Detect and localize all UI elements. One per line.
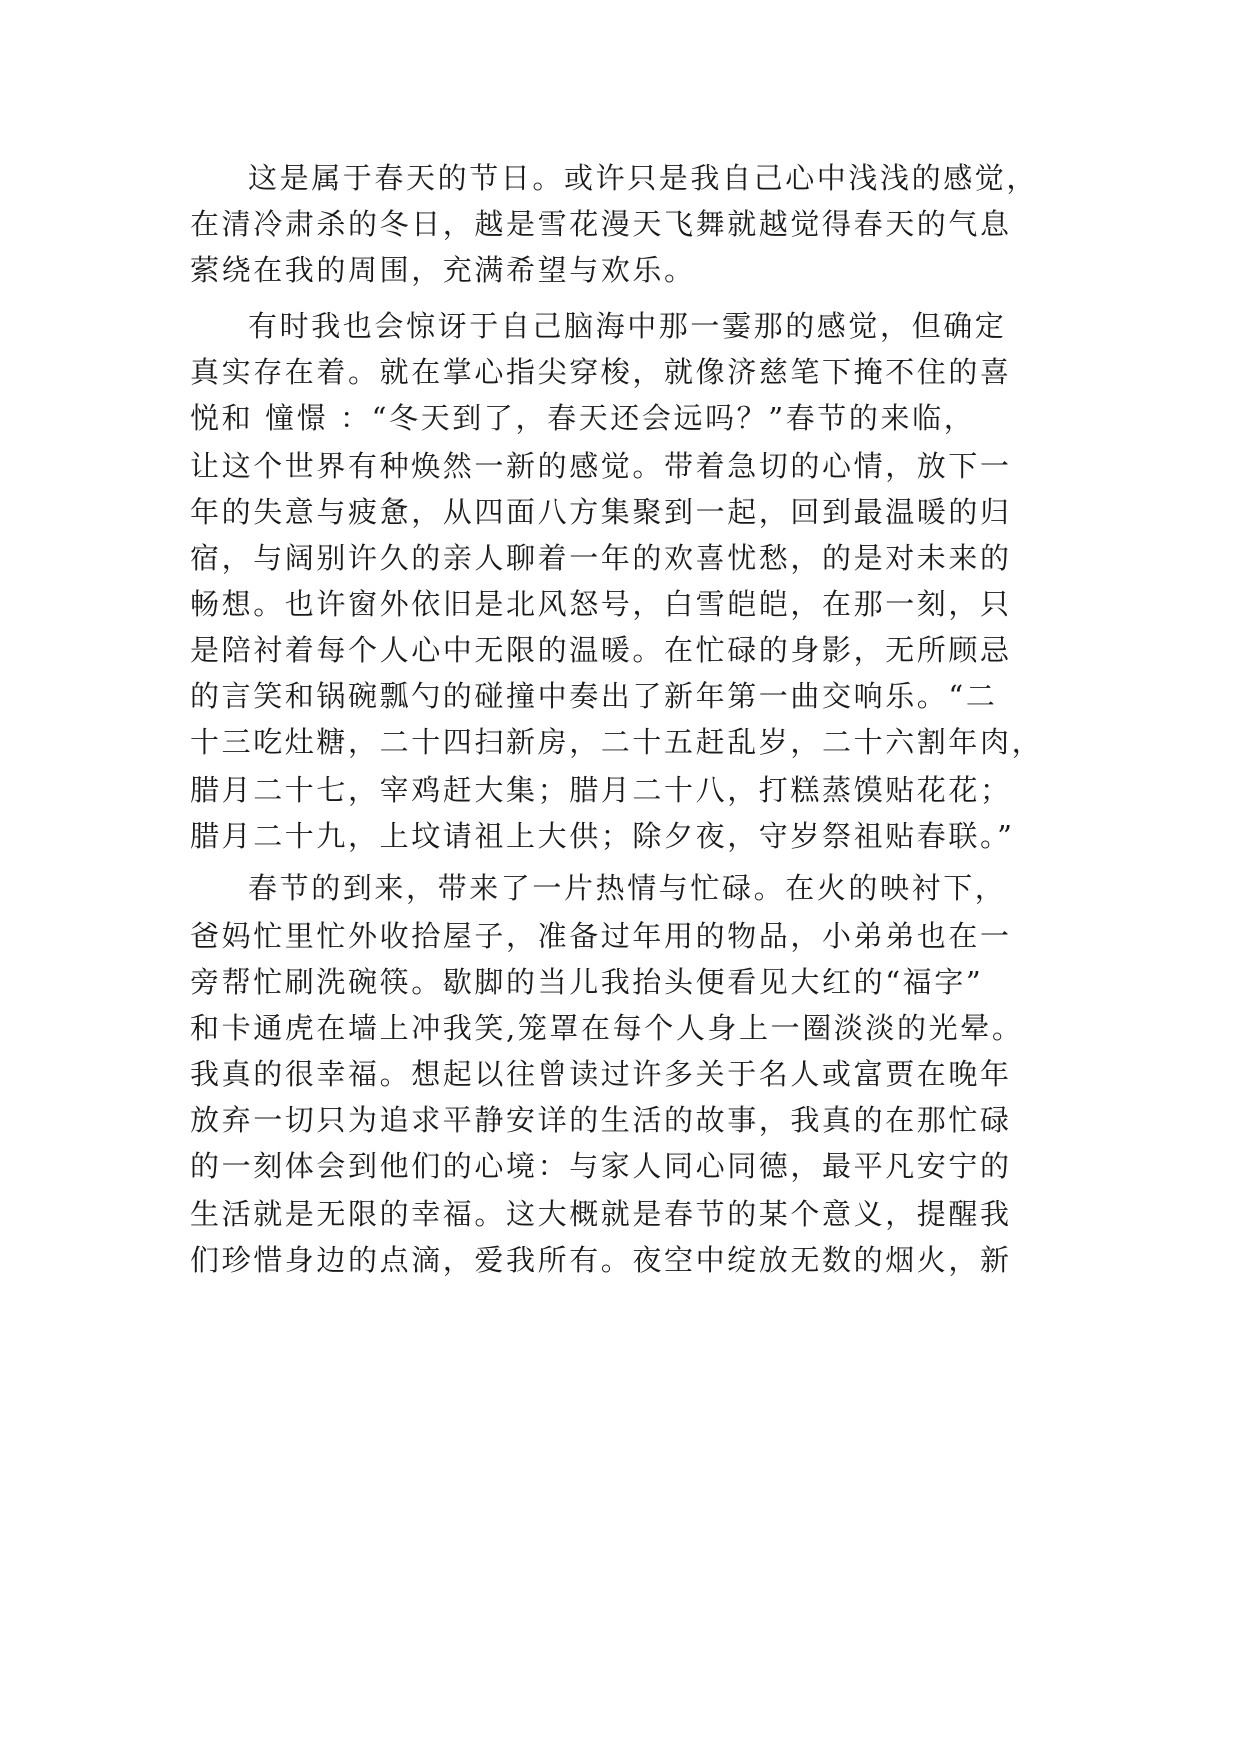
text-line: 和卡通虎在墙上冲我笑,笼罩在每个人身上一圈淡淡的光晕。 (190, 1011, 1024, 1045)
text-line: 十三吃灶糖，二十四扫新房，二十五赶乱岁，二十六割年肉， (190, 725, 1044, 759)
text-line: 悦和 憧憬 ：“冬天到了，春天还会远吗？”春节的来临， (190, 401, 976, 435)
text-line: 放弃一切只为追求平静安详的生活的故事，我真的在那忙碌 (190, 1103, 1012, 1137)
text-line: 腊月二十七，宰鸡赶大集；腊月二十八，打糕蒸馍贴花花； (190, 773, 1012, 807)
text-line: 让这个世界有种焕然一新的感觉。带着急切的心情，放下一 (190, 449, 1012, 483)
text-line: 的言笑和锅碗瓢勺的碰撞中奏出了新年第一曲交响乐。“二 (190, 679, 998, 713)
text-line: 畅想。也许窗外依旧是北风怒号，白雪皑皑，在那一刻，只 (190, 587, 1012, 621)
text-line: 腊月二十九，上坟请祖上大供；除夕夜，守岁祭祖贴春联。” (190, 819, 1015, 853)
text-line: 春节的到来，带来了一片热情与忙碌。在火的映衬下， (248, 871, 1007, 905)
text-line: 有时我也会惊讶于自己脑海中那一霎那的感觉，但确定 (248, 309, 1007, 343)
text-line: 的一刻体会到他们的心境：与家人同心同德，最平凡安宁的 (190, 1149, 1012, 1183)
text-line: 我真的很幸福。想起以往曾读过许多关于名人或富贾在晚年 (190, 1057, 1012, 1091)
text-line: 旁帮忙刷洗碗筷。歇脚的当儿我抬头便看见大红的“福字” (190, 965, 984, 999)
text-line: 萦绕在我的周围，充满希望与欢乐。 (190, 253, 696, 287)
text-line: 这是属于春天的节日。或许只是我自己心中浅浅的感觉， (248, 161, 1039, 195)
text-line: 在清冷肃杀的冬日，越是雪花漫天飞舞就越觉得春天的气息 (190, 207, 1012, 241)
text-line: 是陪衬着每个人心中无限的温暖。在忙碌的身影，无所顾忌 (190, 633, 1012, 667)
text-line: 宿，与阔别许久的亲人聊着一年的欢喜忧愁，的是对未来的 (190, 541, 1012, 575)
text-line: 真实存在着。就在掌心指尖穿梭，就像济慈笔下掩不住的喜 (190, 355, 1012, 389)
text-line: 们珍惜身边的点滴，爱我所有。夜空中绽放无数的烟火，新 (190, 1243, 1012, 1277)
text-line: 生活就是无限的幸福。这大概就是春节的某个意义，提醒我 (190, 1197, 1012, 1231)
text-line: 爸妈忙里忙外收拾屋子，准备过年用的物品，小弟弟也在一 (190, 919, 1012, 953)
text-line: 年的失意与疲惫，从四面八方集聚到一起，回到最温暖的归 (190, 495, 1012, 529)
